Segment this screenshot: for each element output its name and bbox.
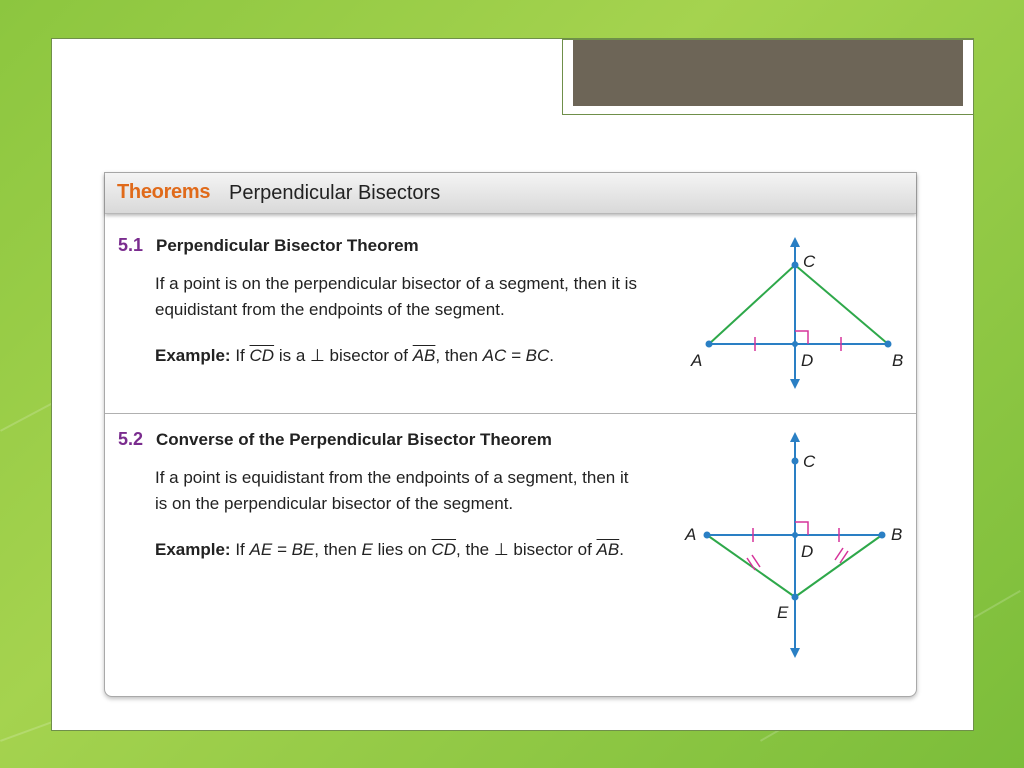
diagram-5-1 [685, 233, 905, 393]
theorem-name: Converse of the Perpendicular Bisector Theorem [156, 430, 552, 449]
example-text: , then [435, 346, 478, 365]
arrow-up-icon [790, 432, 800, 442]
point-b [885, 341, 892, 348]
theorem-card [104, 172, 917, 697]
example-text: is a ⊥ bisector of [278, 346, 408, 365]
example-text: , then [314, 540, 357, 559]
label-d: D [801, 351, 814, 370]
theorem-statement-line: equidistant from the endpoints of the segment. [155, 300, 505, 319]
example-text: . [619, 540, 624, 559]
theorem-number: 5.1 [118, 235, 144, 255]
theorem-statement-line: is on the perpendicular bisector of the segment. [155, 494, 514, 513]
segment-ae [707, 535, 795, 597]
theorem-statement [155, 271, 675, 323]
segment-bc [795, 265, 888, 344]
example-condition: AE = BE [249, 540, 315, 559]
theorem-example [155, 540, 624, 560]
point-a [704, 532, 711, 539]
theorem-statement [155, 465, 675, 517]
label-a: A [691, 351, 703, 370]
point-c [792, 262, 799, 269]
theorem-divider [105, 413, 916, 414]
arrow-up-icon [790, 237, 800, 247]
segment-ab: $\overline{AB}$ [596, 540, 620, 559]
example-text: lies on [377, 540, 427, 559]
slide-title-placeholder [573, 40, 963, 106]
card-header-label: Theorems [117, 181, 211, 203]
example-point-e: E [361, 540, 373, 559]
example-text: . [549, 346, 554, 365]
theorem-statement-line: If a point is on the perpendicular bisector of a segment, then it is [155, 274, 637, 293]
example-label: Example: [155, 346, 231, 365]
theorem-name: Perpendicular Bisector Theorem [156, 236, 419, 255]
point-e [792, 594, 799, 601]
point-d [792, 341, 798, 347]
theorem-number: 5.2 [118, 429, 144, 449]
example-label: Example: [155, 540, 231, 559]
label-a: A [685, 525, 697, 544]
arrow-down-icon [790, 648, 800, 658]
label-c: C [803, 252, 816, 271]
example-conclusion: AC = BC [482, 346, 550, 365]
double-tick-ae [747, 555, 760, 570]
slide-title-box [562, 39, 974, 115]
segment-cd: $\overline{CD}$ [249, 346, 275, 365]
label-d: D [801, 542, 814, 561]
example-text: If [235, 540, 245, 559]
point-a [706, 341, 713, 348]
segment-ab: $\overline{AB}$ [412, 346, 436, 365]
arrow-down-icon [790, 379, 800, 389]
point-b [879, 532, 886, 539]
point-c [792, 458, 799, 465]
point-d [792, 532, 798, 538]
card-header-title: Perpendicular Bisectors [229, 182, 441, 204]
segment-cd: $\overline{CD}$ [431, 540, 457, 559]
example-text: If [235, 346, 245, 365]
label-b: B [892, 351, 904, 370]
label-c: C [803, 452, 816, 471]
theorem-statement-line: If a point is equidistant from the endpoints of a segment, then it [155, 468, 629, 487]
label-e: E [777, 603, 789, 622]
segment-ac [709, 265, 795, 344]
diagram-5-2 [685, 428, 905, 668]
theorem-example [155, 346, 554, 366]
card-header [105, 173, 916, 214]
label-b: B [891, 525, 903, 544]
example-text: , the ⊥ bisector of [456, 540, 592, 559]
